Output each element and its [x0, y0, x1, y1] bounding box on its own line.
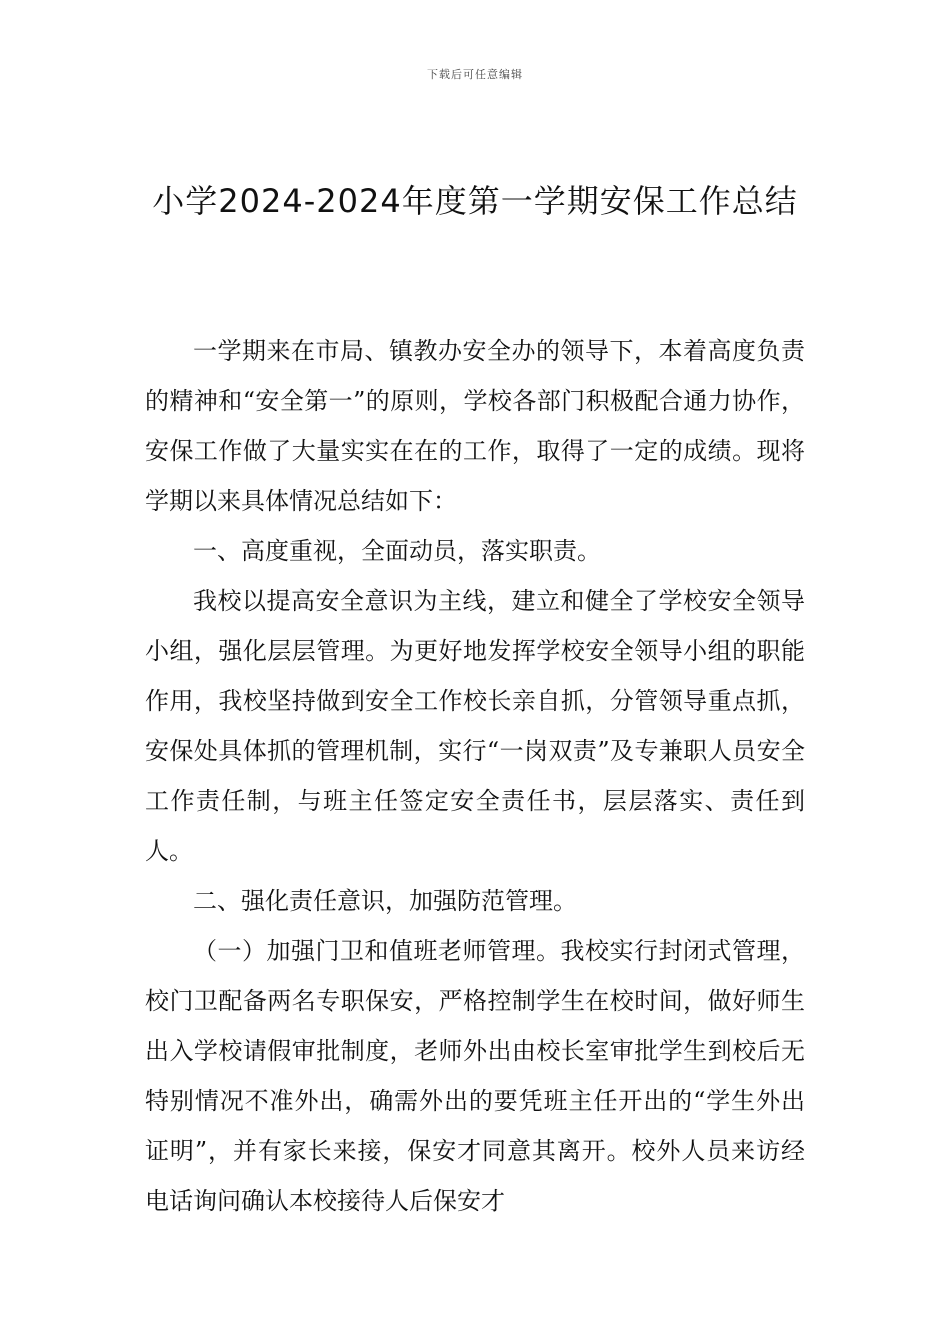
paragraph-leadership: 我校以提高安全意识为主线，建立和健全了学校安全领导小组，强化层层管理。为更好地发挥学校安全领导小组的职能作用，我校坚持做到安全工作校长亲自抓，分管领导重点抓，安保处具体抓的管理机制，实行“一岗双责”及专兼职人员安全工作责任制，与班主任签定安全责任书，层层落实、责任到人。: [145, 587, 805, 865]
paragraph-intro: 一学期来在市局、镇教办安全办的领导下，本着高度负责的精神和“安全第一”的原则，学校各部门积极配合通力协作，安保工作做了大量实实在在的工作，取得了一定的成绩。现将学期以来具体情况总结如下：: [145, 337, 805, 515]
page-header-note: 下载后可任意编辑: [427, 68, 523, 81]
document-title: 小学2024-2024年度第一学期安保工作总结: [152, 182, 798, 220]
paragraph-gate-management: （一）加强门卫和值班老师管理。我校实行封闭式管理，校门卫配备两名专职保安，严格控制学生在校时间，做好师生出入学校请假审批制度，老师外出由校长室审批学生到校后无特别情况不准外出，确需外出的要凭班主任开出的“学生外出证明”，并有家长来接，保安才同意其离开。校外人员来访经电话询问确认本校接待人后保安才: [145, 937, 805, 1215]
section-heading-2: 二、强化责任意识，加强防范管理。: [193, 887, 577, 915]
section-heading-1: 一、高度重视，全面动员，落实职责。: [193, 537, 601, 565]
document-body: [145, 326, 805, 1226]
